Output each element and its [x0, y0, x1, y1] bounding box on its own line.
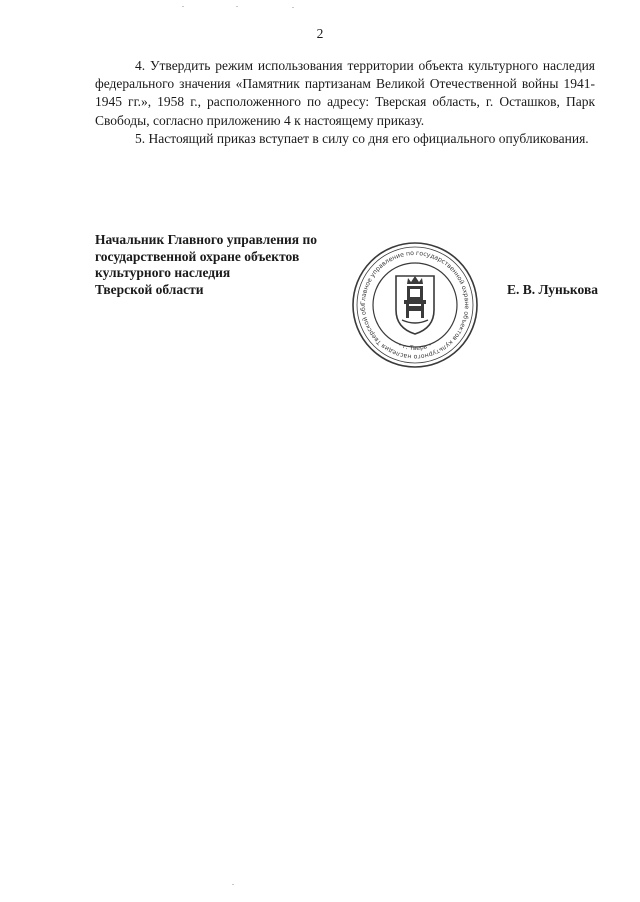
signatory-title-line: Начальник Главного управления по: [95, 232, 317, 247]
seal-ring-text: Главное управление по государственной охране объектов культурного наследия Тверской обл: [359, 249, 471, 361]
signatory-title-line: культурного наследия: [95, 265, 231, 280]
coat-of-arms-icon: [396, 276, 434, 334]
seal-graphic: [350, 240, 480, 370]
document-body: [95, 57, 595, 148]
scan-speck: [182, 6, 184, 7]
seal-city-text: • г. Тверь •: [396, 341, 434, 352]
official-seal-stamp: [350, 240, 480, 370]
paragraph-item-4: 4. Утвердить режим использования территории объекта культурного наследия федерального значения «Памятник партизанам Великой Отечественной войны 1941-1945 гг.», 1958 г., расположенного по адресу: Тверская область, г. Осташков, Парк Свободы, согласно приложению 4 к настоящему приказу.: [95, 58, 595, 128]
signatory-title-line: государственной охране объектов: [95, 248, 300, 264]
paragraph-item-5: 5. Настоящий приказ вступает в силу со дня его официального опубликования.: [135, 130, 589, 146]
svg-text:• г. Тверь •: [397, 341, 434, 352]
page-number: 2: [316, 26, 324, 41]
signatory-title: [95, 232, 355, 298]
scan-speck: [236, 6, 238, 7]
signatory-name: Е. В. Лунькова: [507, 282, 598, 297]
signatory-title-line: Тверской области: [95, 281, 204, 297]
scan-speck: [232, 884, 234, 885]
scan-speck: [292, 7, 294, 8]
